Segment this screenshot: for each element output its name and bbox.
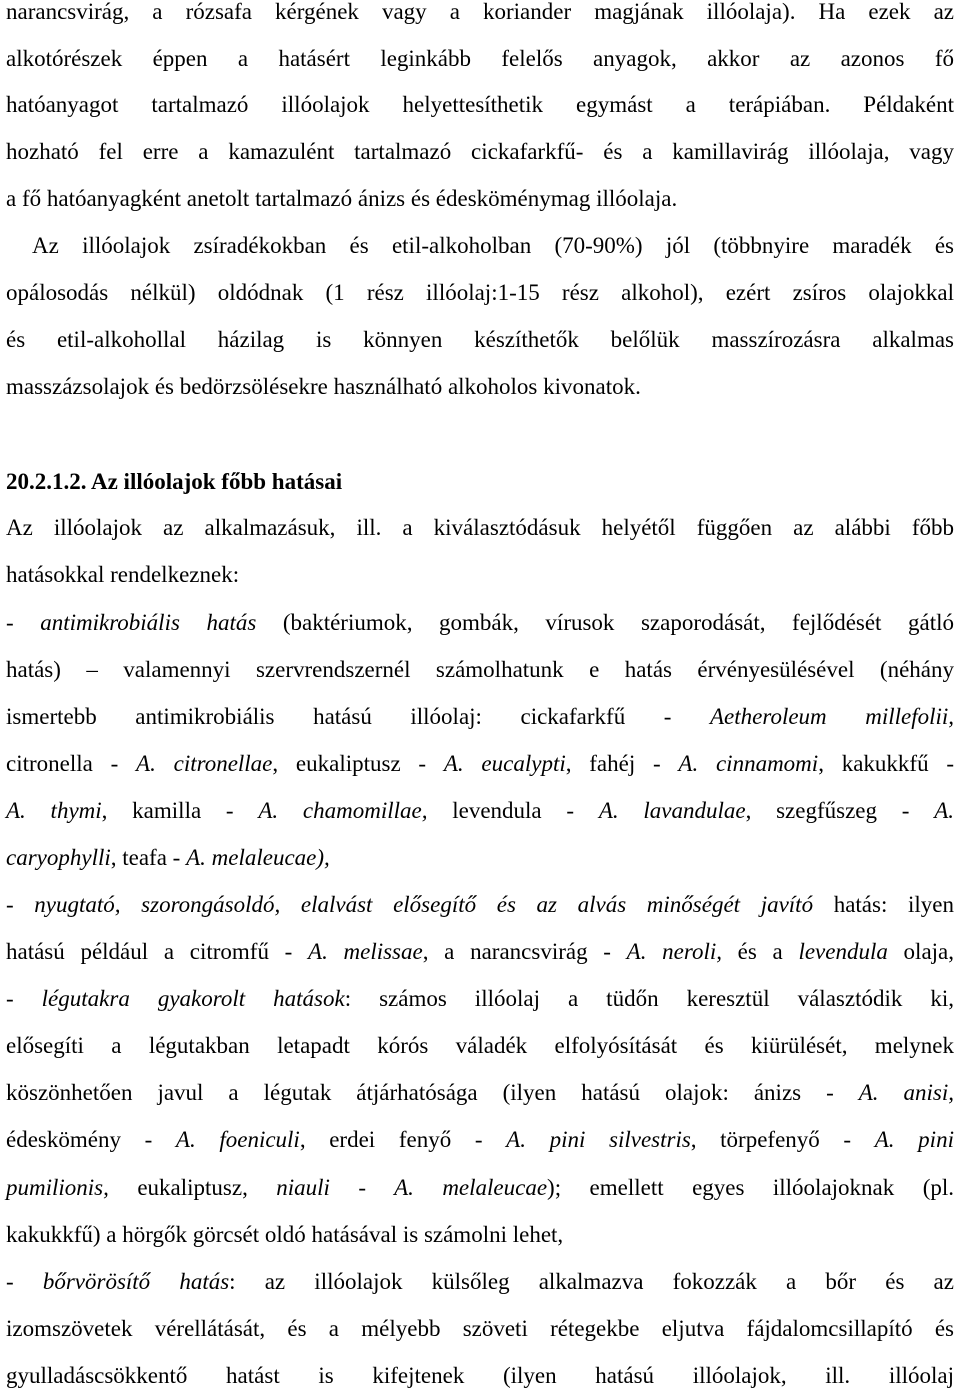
text-line xyxy=(6,1264,954,1300)
italic-text-run: bőrvörösítő hatás xyxy=(42,1269,230,1294)
italic-text-run: Aetheroleum millefolii, xyxy=(709,704,955,729)
text-line xyxy=(6,1075,954,1111)
italic-text-run: levendula xyxy=(798,939,888,964)
italic-text-run: A. chamomillae, xyxy=(258,798,428,823)
italic-text-run: légutakra gyakorolt hatások xyxy=(41,986,345,1011)
text-run: Az illóolajok az alkalmazásuk, ill. a kiválasztódásuk helyétől függően az alábbi főbb xyxy=(6,515,954,540)
text-run: masszázsolajok és bedörzsölésekre használható alkoholos kivonatok. xyxy=(6,374,641,399)
italic-text-run: A. pini xyxy=(874,1127,954,1152)
text-line xyxy=(6,87,954,123)
text-run: (baktériumok, gombák, vírusok szaporodását, fejlődését gátló xyxy=(256,610,954,635)
text-run: citronella - xyxy=(6,751,137,776)
italic-text-run: niauli - A. melaleucae xyxy=(276,1175,548,1200)
text-run: ismertebb antimikrobiális hatású illóolaj: cickafarkfű - xyxy=(6,704,710,729)
italic-text-run: pumilionis, xyxy=(6,1175,109,1200)
text-line xyxy=(6,134,954,170)
text-run: hatás) – valamennyi szervrendszernél számolhatunk e hatás érvényesülésével (néhány xyxy=(6,657,954,682)
text-line xyxy=(6,322,954,358)
italic-text-run: A. pini silvestris xyxy=(506,1127,691,1152)
text-line xyxy=(6,699,954,735)
text-line xyxy=(6,41,954,77)
text-run: , fahéj - xyxy=(565,751,679,776)
text-run: , törpefenyő - xyxy=(690,1127,875,1152)
text-run: hozható fel erre a kamazulént tartalmazó cickafarkfű- és a kamillavirág illóolaja, vagy xyxy=(6,139,954,164)
italic-text-run: A. melissae xyxy=(308,939,423,964)
text-line xyxy=(6,887,954,923)
italic-text-run: A. citronellae xyxy=(136,751,273,776)
italic-text-run: A. anisi, xyxy=(858,1080,954,1105)
text-run: , eukaliptusz - xyxy=(272,751,444,776)
text-run: : az illóolajok külsőleg alkalmazva fokozzák a bőr és az xyxy=(229,1269,954,1294)
text-line xyxy=(6,181,954,217)
text-run: édeskömény - xyxy=(6,1127,176,1152)
text-run: olaja, xyxy=(887,939,955,964)
italic-text-run: A. foeniculi xyxy=(175,1127,300,1152)
text-run: hatás: ilyen xyxy=(813,892,954,917)
text-run: 20.2.1.2. Az illóolajok főbb hatásai xyxy=(6,469,343,494)
text-run: alkotórészek éppen a hatásért leginkább felelős anyagok, akkor az azonos fő xyxy=(6,46,954,71)
text-run: narancsvirág, a rózsafa kérgének vagy a koriander magjának illóolaja). Ha ezek az xyxy=(6,0,954,24)
italic-text-run: A. lavandulae xyxy=(598,798,746,823)
text-run: gyulladáscsökkentő hatást is kifejtenek (ilyen hatású illóolajok, ill. illóolaj xyxy=(6,1363,954,1388)
text-line xyxy=(32,228,954,264)
text-run: opálosodás nélkül) oldódnak (1 rész illóolaj:1-15 rész alkohol), ezért zsíros olajokkal xyxy=(6,280,954,305)
text-line xyxy=(6,981,954,1017)
text-line xyxy=(6,0,954,30)
text-run: ); emellett egyes illóolajoknak (pl. xyxy=(547,1175,954,1200)
text-run: és etil-alkohollal házilag is könnyen készíthetők belőlük masszírozásra alkalmas xyxy=(6,327,954,352)
text-run: hatóanyagot tartalmazó illóolajok helyettesíthetik egymást a terápiában. Példaként xyxy=(6,92,954,117)
section-heading xyxy=(6,464,954,500)
italic-text-run: antimikrobiális hatás xyxy=(40,610,257,635)
text-run: hatású például a citromfű - xyxy=(6,939,309,964)
text-line xyxy=(6,1122,954,1158)
text-line xyxy=(6,275,954,311)
text-run: , kamilla - xyxy=(101,798,259,823)
text-run: , szegfűszeg - xyxy=(745,798,935,823)
italic-text-run: A. eucalypti xyxy=(443,751,566,776)
italic-text-run: A. xyxy=(934,798,954,823)
text-line xyxy=(6,369,954,405)
text-run: - xyxy=(6,892,35,917)
text-line xyxy=(6,652,954,688)
text-line xyxy=(6,1028,954,1064)
text-run: - xyxy=(6,610,41,635)
text-line xyxy=(6,557,954,593)
italic-text-run: A. cinnamomi xyxy=(678,751,819,776)
text-run: hatásokkal rendelkeznek: xyxy=(6,562,240,587)
text-run: izomszövetek vérellátását, és a mélyebb szöveti rétegekbe eljutva fájdalomcsillapító és xyxy=(6,1316,954,1341)
text-run: , a narancsvirág - xyxy=(422,939,627,964)
italic-text-run: A. thymi xyxy=(6,798,102,823)
text-line xyxy=(6,1170,954,1206)
text-line xyxy=(6,1358,954,1394)
text-line xyxy=(6,605,954,641)
italic-text-run: caryophylli xyxy=(6,845,111,870)
text-run: - xyxy=(6,1269,43,1294)
text-run: levendula - xyxy=(427,798,599,823)
text-run: a fő hatóanyagként anetolt tartalmazó ánizs és édesköménymag illóolaja. xyxy=(6,186,678,211)
text-run: , erdei fenyő - xyxy=(299,1127,507,1152)
text-run: elősegíti a légutakban letapadt kórós váladék elfolyósítását és kiürülését, melynek xyxy=(6,1033,954,1058)
text-run: - xyxy=(6,986,42,1011)
text-run: : számos illóolaj a tüdőn keresztül választódik ki, xyxy=(344,986,954,1011)
italic-text-run: A. melaleucae), xyxy=(186,845,330,870)
text-line xyxy=(6,510,954,546)
text-line xyxy=(6,793,954,829)
text-run: és a xyxy=(721,939,799,964)
text-line xyxy=(6,840,954,876)
text-line xyxy=(6,1217,954,1253)
text-run: , kakukkfű - xyxy=(818,751,954,776)
text-line xyxy=(6,934,954,970)
text-run: kakukkfű) a hörgők görcsét oldó hatásával is számolni lehet, xyxy=(6,1222,564,1247)
italic-text-run: nyugtató, szorongásoldó, elalvást elősegítő és az alvás minőségét javító xyxy=(34,892,814,917)
text-run: Az illóolajok zsíradékokban és etil-alkoholban (70-90%) jól (többnyire maradék és xyxy=(32,233,954,258)
text-run: köszönhetően javul a légutak átjárhatósága (ilyen hatású olajok: ánizs - xyxy=(6,1080,859,1105)
text-run: , teafa - xyxy=(110,845,187,870)
text-run: eukaliptusz, xyxy=(108,1175,277,1200)
italic-text-run: A. neroli, xyxy=(626,939,722,964)
text-line xyxy=(6,746,954,782)
text-line xyxy=(6,1311,954,1347)
